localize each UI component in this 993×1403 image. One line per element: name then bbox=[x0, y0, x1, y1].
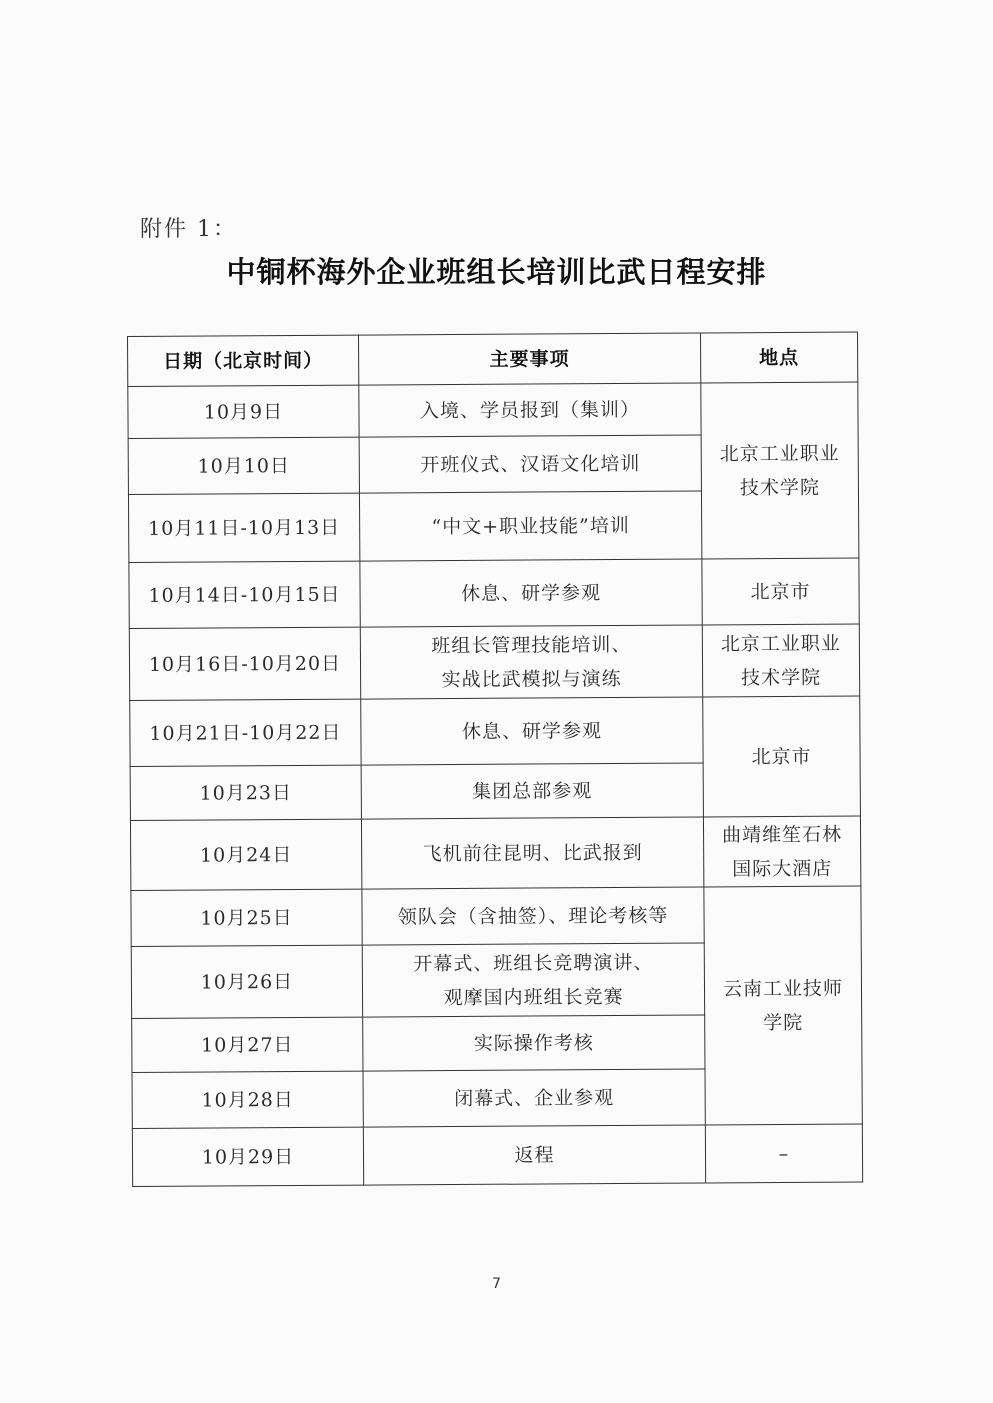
row-item: 休息、研学参观 bbox=[361, 697, 703, 765]
table-row bbox=[129, 624, 859, 700]
row-date: 10月25日 bbox=[131, 889, 362, 946]
row-item: 返程 bbox=[363, 1125, 705, 1185]
row-place bbox=[704, 886, 862, 1125]
attachment-label: 附件 1： bbox=[140, 217, 237, 242]
document-title: 中铜杯海外企业班组长培训比武日程安排 bbox=[226, 255, 767, 289]
place-line: 云南工业技师 bbox=[722, 977, 844, 1000]
row-date: 10月21日-10月22日 bbox=[130, 699, 361, 766]
header-date: 日期（北京时间） bbox=[128, 335, 359, 386]
table-row bbox=[129, 558, 859, 628]
row-date: 10月11日-10月13日 bbox=[128, 493, 359, 562]
row-item: 开班仪式、汉语文化培训 bbox=[359, 435, 701, 493]
row-item: 实际操作考核 bbox=[363, 1015, 705, 1071]
header-place: 地点 bbox=[700, 332, 857, 383]
row-item: 领队会（含抽签）、理论考核等 bbox=[362, 887, 704, 945]
row-item bbox=[360, 625, 702, 699]
table-header-row bbox=[128, 332, 858, 386]
header-item: 主要事项 bbox=[358, 333, 700, 385]
row-date: 10月16日-10月20日 bbox=[129, 627, 360, 700]
item-line: 开幕式、班组长竞聘演讲、 bbox=[413, 951, 654, 975]
place-line: 国际大酒店 bbox=[732, 857, 833, 880]
row-date: 10月29日 bbox=[132, 1127, 363, 1186]
place-line: 北京工业职业 bbox=[719, 442, 840, 465]
place-line: 技术学院 bbox=[739, 476, 821, 499]
row-place bbox=[701, 382, 859, 559]
table-row bbox=[131, 886, 861, 946]
row-item: 入境、学员报到（集训） bbox=[359, 383, 701, 437]
row-place: 北京市 bbox=[702, 558, 859, 625]
row-date: 10月10日 bbox=[128, 437, 359, 494]
row-date: 10月14日-10月15日 bbox=[129, 561, 360, 628]
row-item: 飞机前往昆明、比武报到 bbox=[361, 817, 703, 889]
schedule-table bbox=[127, 332, 863, 1187]
row-item bbox=[362, 943, 704, 1017]
item-line: 班组长管理技能培训、 bbox=[431, 633, 632, 657]
item-line: 观摩国内班组长竞赛 bbox=[443, 985, 624, 1009]
row-place bbox=[702, 624, 859, 697]
row-date: 10月24日 bbox=[130, 819, 361, 890]
place-line: 曲靖维笙石林 bbox=[721, 823, 843, 846]
place-line: 学院 bbox=[763, 1011, 804, 1034]
table-row bbox=[130, 696, 860, 766]
row-place: 北京市 bbox=[703, 696, 861, 817]
row-date: 10月27日 bbox=[132, 1017, 363, 1072]
item-line: 实战比武模拟与演练 bbox=[441, 667, 622, 691]
page-number: 7 bbox=[492, 1276, 501, 1292]
table-row bbox=[130, 816, 860, 890]
place-line: 技术学院 bbox=[741, 666, 822, 689]
row-date: 10月23日 bbox=[130, 765, 361, 820]
row-place: – bbox=[705, 1124, 862, 1183]
row-item: 休息、研学参观 bbox=[360, 559, 702, 627]
place-line: 北京工业职业 bbox=[720, 632, 841, 655]
row-item: “中文+职业技能”培训 bbox=[359, 491, 701, 561]
row-date: 10月26日 bbox=[131, 945, 362, 1018]
row-date: 10月9日 bbox=[128, 385, 359, 438]
row-item: 集团总部参观 bbox=[361, 763, 703, 819]
table-row bbox=[128, 382, 858, 438]
row-date: 10月28日 bbox=[132, 1071, 363, 1128]
row-item: 闭幕式、企业参观 bbox=[363, 1069, 705, 1127]
table-row bbox=[132, 1124, 862, 1186]
row-place bbox=[703, 816, 860, 887]
